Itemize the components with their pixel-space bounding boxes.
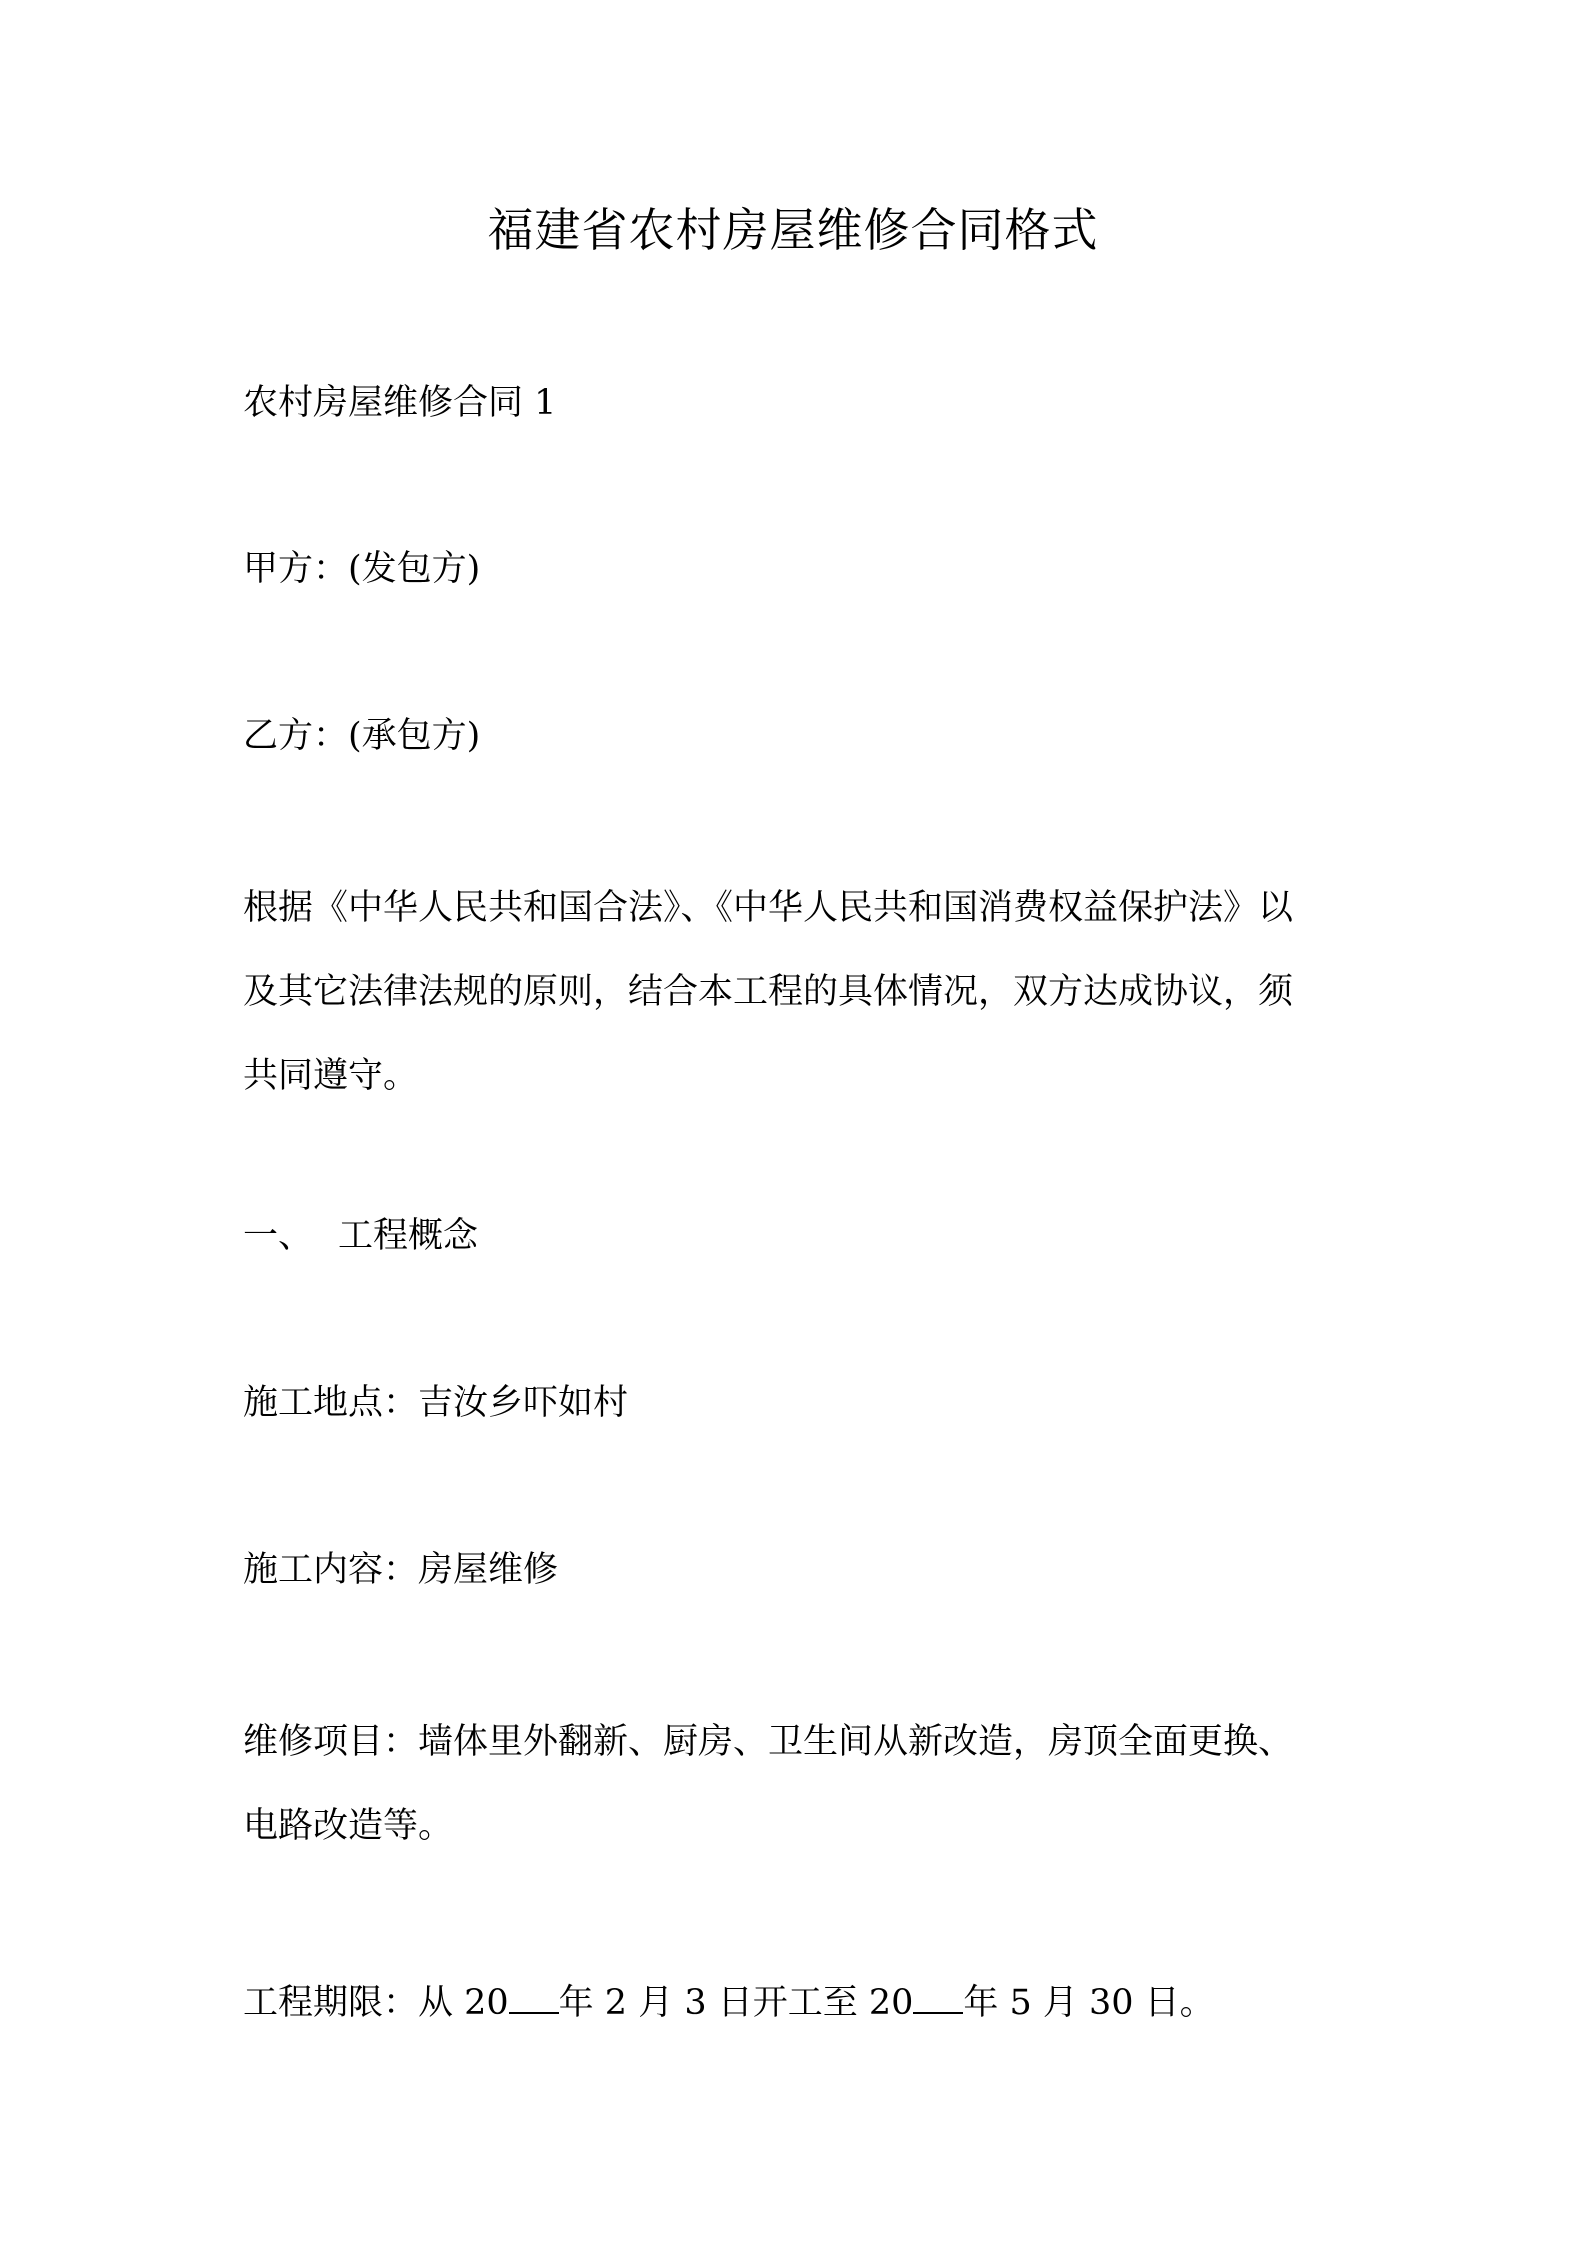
section-1-number: 一、 (243, 1216, 314, 1256)
location-line: 施工地点：吉汝乡吓如村 (243, 1383, 629, 1423)
document-title: 福建省农村房屋维修合同格式 (487, 203, 1099, 257)
year-blank (509, 1978, 559, 2014)
party-a-line: 甲方：(发包方) (243, 549, 481, 589)
repair-items-paragraph (243, 1700, 1363, 1868)
preamble-line: 共同遵守。 (243, 1056, 419, 1096)
contract-subtitle: 农村房屋维修合同 1 (243, 383, 557, 423)
repair-items-line: 电路改造等。 (243, 1806, 454, 1846)
content-line: 施工内容：房屋维修 (243, 1550, 559, 1590)
preamble-paragraph (243, 866, 1363, 1118)
year-blank (913, 1978, 963, 2014)
period-end: 年 5 月 30 日。 (963, 1983, 1215, 2023)
preamble-line: 及其它法律法规的原则，结合本工程的具体情况，双方达成协议，须 (243, 972, 1294, 1012)
period-start: 年 2 月 3 日开工至 20 (558, 1983, 914, 2023)
repair-items-line: 维修项目：墙体里外翻新、厨房、卫生间从新改造，房顶全面更换、 (243, 1722, 1294, 1762)
party-b-line: 乙方：(承包方) (243, 716, 481, 756)
section-1-heading (243, 1213, 478, 1259)
preamble-line: 根据《中华人民共和国合法》、《中华人民共和国消费权益保护法》以 (243, 888, 1294, 928)
section-1-title: 工程概念 (338, 1216, 479, 1256)
period-line (243, 1978, 1215, 2026)
period-label: 工程期限：从 20 (243, 1983, 509, 2023)
